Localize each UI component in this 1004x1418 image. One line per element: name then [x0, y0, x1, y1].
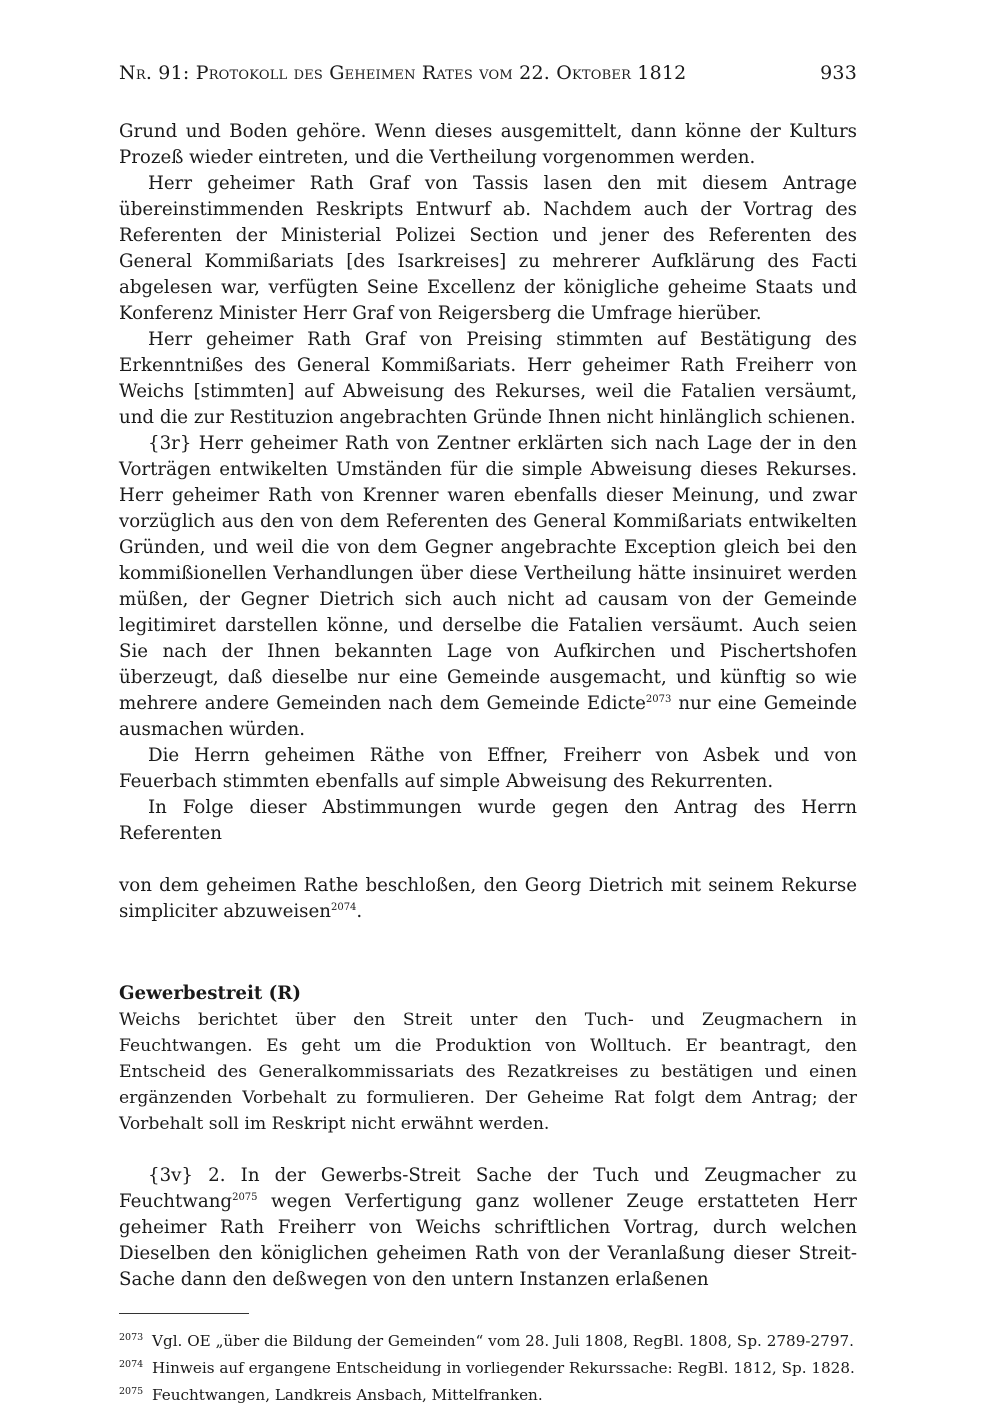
paragraph-7-end: .	[356, 901, 363, 922]
header-title: Nr. 91: Protokoll des Geheimen Rates vom 22. Oktober 1812	[119, 62, 687, 84]
document-body	[119, 119, 857, 1293]
paragraph-3: Herr geheimer Rath Graf von Preising stimmten auf Bestätigung des Erkenntnißes des General Kommißariats. Herr geheimer Rath Freiherr von Weichs [stimmten] auf Abweisung des Rekurses, weil die Fatalien versäumt, und die zur Restituzion angebrachten Gründe Ihnen nicht hinlänglich schienen.	[119, 329, 857, 428]
footnote-number: 2075	[119, 1386, 144, 1397]
document-page	[119, 62, 857, 1409]
paragraph-4-text: {3r} Herr geheimer Rath von Zentner erklärten sich nach Lage der in den Vorträgen entwikelten Umständen für die simple Abweisung dieses Rekurses. Herr geheimer Rath von Krenner waren ebenfalls dieser Meinung, und zwar vorzüglich aus den von dem Referenten des General Kommißariats entwikelten Gründen, und weil die von dem Gegner angebrachte Exception gleich bei den kommißionellen Verhandlungen über diese Vertheilung hätte insinuiret werden müßen, der Gegner Dietrich sich auch nicht ad causam von der Gemeinde legitimiret darstellen könne, und derselbe die Fatalien versäumt. Auch seien Sie nach der Ihnen bekannten Lage von Aufkirchen und Pischertshofen überzeugt, daß dieselbe nur eine Gemeinde ausgemacht, und künftig so wie mehrere andere Gemeinden nach dem Gemeinde Edicte	[119, 433, 857, 714]
paragraph-8	[119, 1163, 857, 1293]
footnote-text: Hinweis auf ergangene Entscheidung in vorliegender Rekurssache: RegBl. 1812, Sp. 1828.	[152, 1359, 855, 1377]
paragraph-4-end: nur eine Gemeinde ausmachen würden.	[119, 693, 857, 740]
section-heading: Gewerbestreit (R)	[119, 983, 301, 1004]
footnote-number: 2074	[119, 1359, 144, 1370]
paragraph-4	[119, 431, 857, 743]
footnote-divider	[119, 1313, 249, 1314]
footnote-ref-2074[interactable]: 2074	[330, 902, 357, 913]
footnote-text: Feuchtwangen, Landkreis Ansbach, Mittelfranken.	[152, 1386, 543, 1404]
paragraph-2: Herr geheimer Rath Graf von Tassis lasen den mit diesem Antrage übereinstimmenden Reskripts Entwurf ab. Nachdem auch der Vortrag des Referenten der Ministerial Polizei Section und jener des Referenten des General Kommißariats [des Isarkreises] zu mehrerer Aufklärung des Facti abgelesen war, verfügten Seine Excellenz der königliche geheime Staats und Konferenz Minister Herr Graf von Reigersberg die Umfrage hierüber.	[119, 173, 857, 324]
footnotes	[119, 1328, 857, 1409]
paragraph-5: Die Herrn geheimen Räthe von Effner, Freiherr von Asbek und von Feuerbach stimmten ebenfalls auf simple Abweisung des Rekurrenten.	[119, 745, 857, 792]
footnote-number: 2073	[119, 1332, 144, 1343]
footnote-2075	[119, 1382, 857, 1409]
footnote-ref-2073[interactable]: 2073	[645, 694, 672, 705]
footnote-text: Vgl. OE „über die Bildung der Gemeinden“ vom 28. Juli 1808, RegBl. 1808, Sp. 2789-2797.	[152, 1332, 854, 1350]
running-header	[119, 62, 857, 92]
section-summary: Weichs berichtet über den Streit unter den Tuch- und Zeugmachern in Feuchtwangen. Es geht um die Produktion von Wolltuch. Er beantragt, den Entscheid des Generalkommissariats des Rezatkreises zu bestätigen und einen ergänzenden Vorbehalt zu formulieren. Der Geheime Rat folgt dem Antrag; der Vorbehalt soll im Reskript nicht erwähnt werden.	[119, 1010, 857, 1134]
paragraph-8-text: {3v} 2. In der Gewerbs-Streit Sache der Tuch und Zeugmacher zu Feuchtwang	[119, 1165, 857, 1212]
paragraph-7	[119, 873, 857, 925]
paragraph-7-text: von dem geheimen Rathe beschloßen, den Georg Dietrich mit seinem Rekurse simpliciter abzuweisen	[119, 875, 857, 922]
footnote-ref-2075[interactable]: 2075	[232, 1192, 258, 1203]
paragraph-6: In Folge dieser Abstimmungen wurde gegen den Antrag des Herrn Referenten	[119, 797, 857, 844]
footnote-2073	[119, 1328, 857, 1355]
page-number: 933	[820, 62, 857, 84]
paragraph-8-end: wegen Verfertigung ganz wollener Zeuge erstatteten Herr geheimer Rath Freiherr von Weichs schriftlichen Vortrag, durch welchen Dieselben den königlichen geheimen Rath von der Veranlaßung dieser Streit-Sache dann den deßwegen von den untern Instanzen erlaßenen	[119, 1191, 857, 1290]
footnote-2074	[119, 1355, 857, 1382]
paragraph-1: Grund und Boden gehöre. Wenn dieses ausgemittelt, dann könne der Kulturs Prozeß wieder eintreten, und die Vertheilung vorgenommen werden.	[119, 121, 857, 168]
